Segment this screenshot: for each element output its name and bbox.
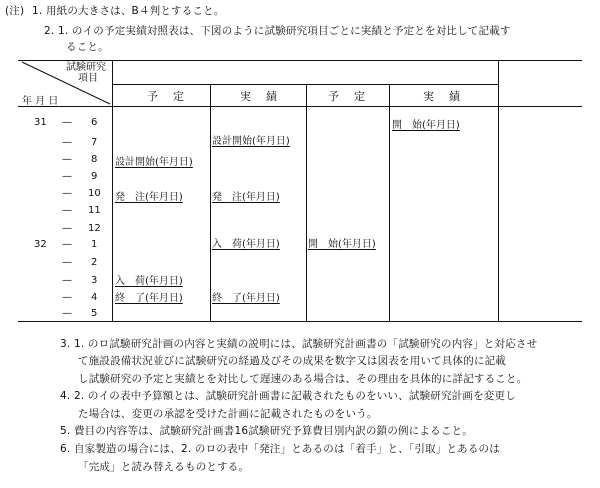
dash-7: —	[62, 137, 72, 148]
dash-1: —	[62, 239, 72, 250]
dash-6: —	[62, 117, 72, 128]
dash-10: —	[62, 188, 72, 199]
note-6-line-2: 「完成」と読み替えるものとする。	[78, 461, 250, 473]
col-header-plan-1: 予 定	[147, 90, 186, 103]
dash-2: —	[62, 257, 72, 268]
dash-11: —	[62, 205, 72, 216]
col-header-actual-1: 実 績	[240, 90, 279, 103]
year-31: 31	[34, 117, 47, 128]
note-3-line-1: 3. 1. のロ試験研究計画の内容と実績の説明には、試験研究計画書の「試験研究の内容」と対応させ	[60, 338, 538, 350]
month-9: 9	[91, 171, 98, 182]
entry-start-col4: 開 始(年月日)	[392, 120, 460, 131]
month-4: 4	[91, 292, 98, 303]
month-12: 12	[88, 223, 101, 234]
entry-design-start-plan: 設計開始(年月日)	[115, 157, 193, 168]
month-8: 8	[91, 154, 98, 165]
note-2-line-2: ること。	[66, 41, 109, 53]
header-date-label: 年 月 日	[22, 96, 59, 107]
dash-4: —	[62, 292, 72, 303]
month-11: 11	[88, 205, 101, 216]
dash-9: —	[62, 171, 72, 182]
note-4-line-1: 4. 2. のイの表中予算額とは、試験研究計画書に記載されたものをいい、試験研究計画を変更し	[60, 390, 516, 402]
header-item-label: 試験研究	[66, 62, 106, 73]
year-32: 32	[34, 239, 47, 250]
dash-5: —	[62, 308, 72, 319]
dash-12: —	[62, 223, 72, 234]
header-item-label-2: 項目	[78, 73, 98, 84]
entry-finish-actual: 終 了(年月日)	[212, 293, 280, 304]
entry-design-start-actual: 設計開始(年月日)	[212, 136, 290, 147]
note-4-line-2: た場合は、変更の承認を受けた計画に記載されたものをいう。	[78, 408, 378, 420]
col-header-plan-2: 予 定	[328, 90, 367, 103]
entry-arrival-actual: 入 荷(年月日)	[212, 239, 280, 250]
month-7: 7	[91, 137, 98, 148]
note-3-line-2: て施設設備状況並びに試験研究の経過及びその成果を数字又は図表を用いて具体的に記載	[78, 355, 506, 367]
note-marker: (注)	[5, 5, 25, 17]
note-2-line-1: 2. 1. のイの予定実績対照表は、下図のように試験研究項目ごとに実績と予定とを対比して記載す	[44, 25, 511, 37]
dash-8: —	[62, 154, 72, 165]
entry-order-actual: 発 注(年月日)	[212, 192, 280, 203]
note-6-line-1: 6. 自家製造の場合には、2. のロの表中「発注」とあるのは「着手」と、「引取」とあるのは	[60, 443, 500, 455]
entry-order-plan: 発 注(年月日)	[115, 192, 183, 203]
month-2: 2	[91, 257, 98, 268]
month-3: 3	[91, 275, 98, 286]
entry-arrival-plan: 入 荷(年月日)	[115, 276, 183, 287]
note-5: 5. 費目の内容等は、試験研究計画書16試験研究予算費目別内訳の鎖の例によること。	[60, 425, 473, 437]
month-6: 6	[91, 117, 98, 128]
note-3-line-3: し試験研究の予定と実績とを対比して遅速のある場合は、その理由を具体的に詳記すること。	[78, 373, 528, 385]
entry-finish-plan: 終 了(年月日)	[115, 293, 183, 304]
month-5: 5	[91, 308, 98, 319]
month-1: 1	[91, 239, 98, 250]
col-header-actual-2: 実 績	[423, 90, 462, 103]
entry-start-col3: 開 始(年月日)	[308, 239, 376, 250]
dash-3: —	[62, 275, 72, 286]
month-10: 10	[88, 188, 101, 199]
note-1: 1. 用紙の大きさは、B４判とすること。	[32, 5, 225, 17]
